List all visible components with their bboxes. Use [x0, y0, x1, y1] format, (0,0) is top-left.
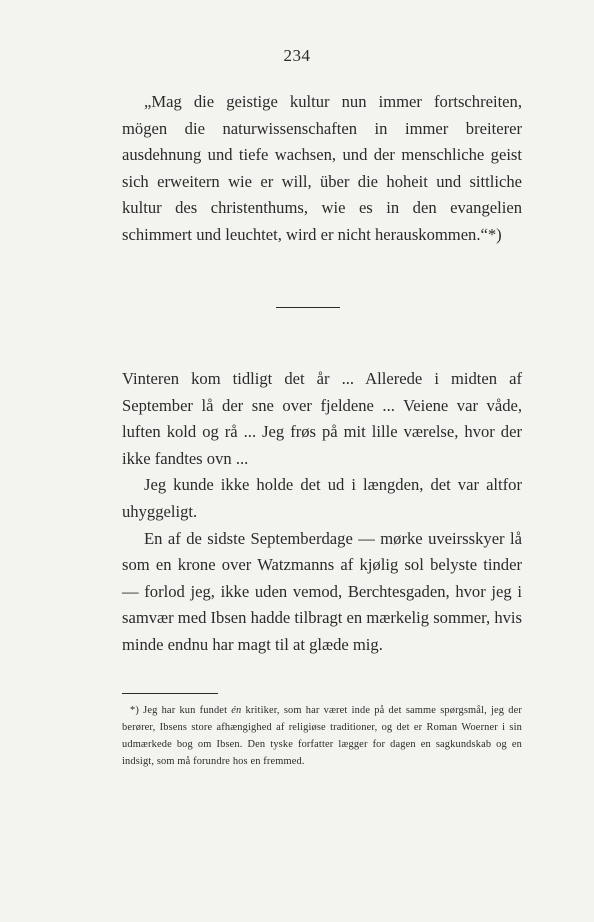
footnote-emphasis: én: [231, 705, 242, 716]
main-text: [122, 366, 522, 659]
footnote-text-start: Jeg har kun fundet: [138, 705, 232, 716]
footnote-divider: [122, 693, 218, 694]
body-paragraph-2: Jeg kunde ikke holde det ud i længden, det var altfor uhyggeligt.: [122, 475, 522, 521]
body-paragraph-3: En af de sidste Septemberdage — mørke uveirsskyer lå som en krone over Watzmanns af kjølig sol belyste tinder — forlod jeg, ikke uden vemod, Berchtesgaden, hvor jeg i samvær med Ibsen hadde tilbragt en mærkelig sommer, hvis minde endnu har magt til at glæde mig.: [122, 528, 522, 654]
footnote: [122, 702, 522, 770]
section-divider: [276, 307, 340, 308]
quote-paragraph: „Mag die geistige kultur nun immer fortschreiten, mögen die naturwissenschaften in immer breiterer ausdehnung und tiefe wachsen, und der menschliche geist sich erweitern wie er will, über die hoheit und sittliche kultur des christenthums, wie es in den evangelien schimmert und leuchtet, wird er nicht herauskommen.“*): [122, 92, 522, 244]
footnote-marker: *): [130, 705, 139, 716]
footnote-text-end: kritiker, som har været inde på det samme spørgsmål, jeg der berører, Ibsens store afhængighed af religiøse traditioner, og det er Roman Woerner i sin udmærkede bog om Ibsen. Den tyske forfatter lægger for dagen en sagkundskab og en indsigt, som må forundre hos en fremmed.: [122, 705, 522, 768]
footnote-paragraph: [122, 702, 522, 770]
quote-block: [122, 89, 522, 249]
body-paragraph-1: Vinteren kom tidligt det år ... Allerede i midten af September lå der sne over fjeldene ... Veiene var våde, luften kold og rå ... Jeg frøs på mit lille værelse, hvor der ikke fandtes ovn ...: [122, 369, 522, 468]
page-number: 234: [283, 46, 311, 65]
